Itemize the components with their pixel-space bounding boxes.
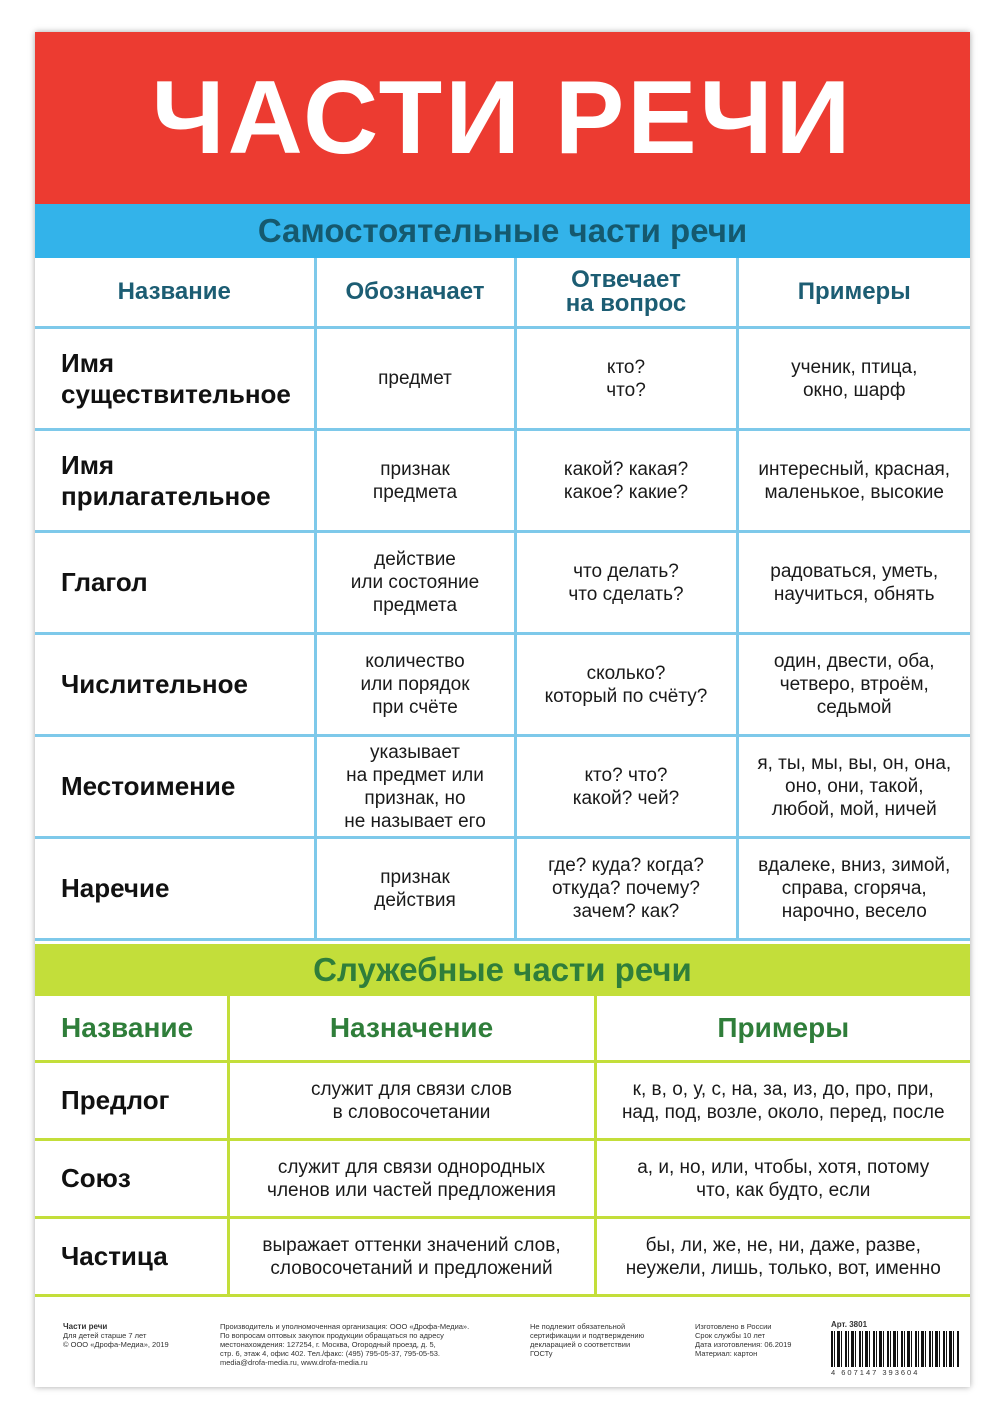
auxiliary-table — [35, 996, 970, 1297]
part-of-speech-name: Союз — [35, 1140, 228, 1218]
part-of-speech-meaning: указывает на предмет или признак, но не называет его — [315, 736, 515, 838]
part-of-speech-name: Числительное — [35, 634, 315, 736]
part-of-speech-examples: вдалеке, вниз, зимой, справа, сгоряча, нарочно, весело — [737, 838, 970, 940]
independent-row — [35, 838, 970, 940]
part-of-speech-question: кто? что? — [515, 328, 737, 430]
auxiliary-heading: Служебные части речи — [313, 951, 692, 988]
poster — [35, 32, 970, 1387]
footer-certification-info: Не подлежит обязательной сертификации и подтверждению декларацией о соответствии ГОСТу — [530, 1322, 645, 1358]
part-of-speech-examples: радоваться, уметь, научиться, обнять — [737, 532, 970, 634]
part-of-speech-name: Частица — [35, 1218, 228, 1296]
part-of-speech-examples: к, в, о, у, с, на, за, из, до, про, при, над, под, возле, около, перед, после — [595, 1062, 970, 1140]
footer-manufacture-info: Изготовлено в России Срок службы 10 лет Дата изготовления: 06.2019 Материал: картон — [695, 1322, 792, 1358]
auxiliary-row — [35, 1140, 970, 1218]
part-of-speech-meaning: количество или порядок при счёте — [315, 634, 515, 736]
page-title: ЧАСТИ РЕЧИ — [151, 60, 854, 176]
part-of-speech-meaning: признак действия — [315, 838, 515, 940]
part-of-speech-name: Наречие — [35, 838, 315, 940]
independent-row — [35, 634, 970, 736]
barcode-icon — [831, 1331, 959, 1367]
part-of-speech-question: какой? какая? какое? какие? — [515, 430, 737, 532]
col-header-examples: Примеры — [595, 996, 970, 1062]
part-of-speech-examples: я, ты, мы, вы, он, она, оно, они, такой, любой, мой, ничей — [737, 736, 970, 838]
auxiliary-section-header — [35, 944, 970, 996]
part-of-speech-name: Имя прилагательное — [35, 430, 315, 532]
part-of-speech-question: где? куда? когда? откуда? почему? зачем? как? — [515, 838, 737, 940]
col-header-name: Название — [35, 996, 228, 1062]
part-of-speech-meaning: предмет — [315, 328, 515, 430]
independent-row — [35, 736, 970, 838]
part-of-speech-purpose: служит для связи слов в словосочетании — [228, 1062, 595, 1140]
part-of-speech-name: Имя существительное — [35, 328, 315, 430]
independent-section-header — [35, 204, 970, 258]
footer-manufacturer-info: Производитель и уполномоченная организация: ООО «Дрофа-Медиа». По вопросам оптовых закупок продукции обращаться по адресу местонахождения: 127254, г. Москва, Огородный проезд, д. 5, стр. 6, этаж 4, офис 402. Тел./факс: (495) 795-05-37, 795-05-53. media@drofa-media.ru, www.drofa-media.ru — [220, 1322, 470, 1367]
footer-product-info: Части речи Для детей старше 7 лет © ООО «Дрофа-Медиа», 2019 — [63, 1322, 169, 1349]
part-of-speech-examples: один, двести, оба, четверо, втроём, седьмой — [737, 634, 970, 736]
part-of-speech-examples: бы, ли, же, не, ни, даже, разве, неужели, лишь, только, вот, именно — [595, 1218, 970, 1296]
independent-header-row — [35, 258, 970, 328]
auxiliary-header-row — [35, 996, 970, 1062]
col-header-purpose: Назначение — [228, 996, 595, 1062]
independent-table — [35, 258, 970, 941]
col-header-examples: Примеры — [737, 258, 970, 328]
independent-row — [35, 532, 970, 634]
footer — [35, 1310, 970, 1387]
part-of-speech-question: кто? что? какой? чей? — [515, 736, 737, 838]
part-of-speech-purpose: выражает оттенки значений слов, словосочетаний и предложений — [228, 1218, 595, 1296]
col-header-means: Обозначает — [315, 258, 515, 328]
part-of-speech-examples: а, и, но, или, чтобы, хотя, потому что, как будто, если — [595, 1140, 970, 1218]
col-header-question: Отвечает на вопрос — [515, 258, 737, 328]
barcode-number: 4 607147 393604 — [831, 1368, 920, 1377]
part-of-speech-meaning: действие или состояние предмета — [315, 532, 515, 634]
independent-heading: Самостоятельные части речи — [257, 212, 748, 249]
part-of-speech-name: Предлог — [35, 1062, 228, 1140]
part-of-speech-examples: интересный, красная, маленькое, высокие — [737, 430, 970, 532]
part-of-speech-meaning: признак предмета — [315, 430, 515, 532]
part-of-speech-examples: ученик, птица, окно, шарф — [737, 328, 970, 430]
independent-row — [35, 430, 970, 532]
part-of-speech-name: Глагол — [35, 532, 315, 634]
part-of-speech-question: что делать? что сделать? — [515, 532, 737, 634]
auxiliary-row — [35, 1218, 970, 1296]
part-of-speech-name: Местоимение — [35, 736, 315, 838]
part-of-speech-purpose: служит для связи однородных членов или частей предложения — [228, 1140, 595, 1218]
auxiliary-row — [35, 1062, 970, 1140]
barcode-block — [831, 1320, 963, 1377]
article-number: Арт. 3801 — [831, 1320, 868, 1329]
title-banner — [35, 32, 970, 204]
part-of-speech-question: сколько? который по счёту? — [515, 634, 737, 736]
independent-row — [35, 328, 970, 430]
col-header-name: Название — [35, 258, 315, 328]
